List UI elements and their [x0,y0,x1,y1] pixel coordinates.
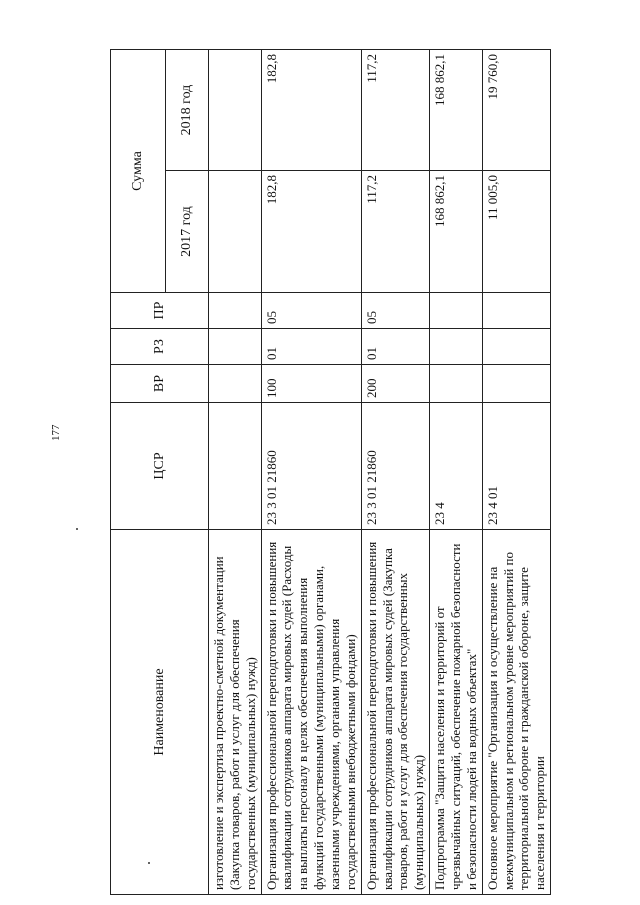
row-sum-2017: 168 862,1 [430,171,483,293]
table-row [209,50,262,895]
row-pr [209,293,262,329]
row-vr: 100 [261,365,361,403]
row-sum-2017: 11 005,0 [482,171,550,293]
row-sum-2018 [209,50,262,171]
row-pr [482,293,550,329]
scan-speck [76,528,78,530]
row-sum-2017 [209,171,262,293]
header-csr: ЦСР [111,403,209,530]
row-sum-2018: 19 760,0 [482,50,550,171]
row-rz: 01 [361,329,429,365]
header-rz: РЗ [111,329,209,365]
header-year-2018: 2018 год [166,50,209,171]
row-name: Организация профессиональной переподготовки и повышения квалификации сотрудников аппарата мировых судей (Расходы на выплаты персоналу в целях обеспечения выполнения функций государственными (муниципальными) органами, казенными учреждениями, органами управления государственными внебюджетными фондами) [261,530,361,895]
row-vr: 200 [361,365,429,403]
row-csr: 23 3 01 21860 [261,403,361,530]
table-row [361,50,429,895]
row-name: Организация профессиональной переподготовки и повышения квалификации сотрудников аппарата мировых судей (Закупка товаров, работ и услуг для обеспечения государственных (муниципальных) нужд) [361,530,429,895]
header-name: Наименование [111,530,209,895]
row-vr [482,365,550,403]
page-number: 177 [50,424,62,441]
row-csr [209,403,262,530]
row-pr: 05 [361,293,429,329]
budget-table [110,49,551,895]
header-vr: ВР [111,365,209,403]
row-rz: 01 [261,329,361,365]
row-sum-2018: 182,8 [261,50,361,171]
header-pr: ПР [111,293,209,329]
row-sum-2017: 117,2 [361,171,429,293]
row-vr [430,365,483,403]
row-name: Основное мероприятие "Организация и осуществление на межмуниципальном и региональном уровне мероприятий по территориальной обороне и гражданской обороне, защите населения и территории [482,530,550,895]
row-name: изготовление и экспертиза проектно-сметной документации (Закупка товаров, работ и услуг для обеспечения государственных (муниципальных) нужд) [209,530,262,895]
row-pr [430,293,483,329]
budget-table-rotated [110,50,610,895]
row-rz [209,329,262,365]
row-csr: 23 4 01 [482,403,550,530]
row-pr: 05 [261,293,361,329]
row-rz [482,329,550,365]
row-vr [209,365,262,403]
row-sum-2017: 182,8 [261,171,361,293]
table-row [482,50,550,895]
table-row [430,50,483,895]
table-row [261,50,361,895]
header-year-2017: 2017 год [166,171,209,293]
header-sum: Сумма [111,50,166,293]
row-sum-2018: 168 862,1 [430,50,483,171]
row-name: Подпрограмма "Защита населения и территорий от чрезвычайных ситуаций, обеспечение пожарной безопасности и безопасности людей на водных объектах" [430,530,483,895]
row-sum-2018: 117,2 [361,50,429,171]
row-csr: 23 3 01 21860 [361,403,429,530]
row-csr: 23 4 [430,403,483,530]
row-rz [430,329,483,365]
